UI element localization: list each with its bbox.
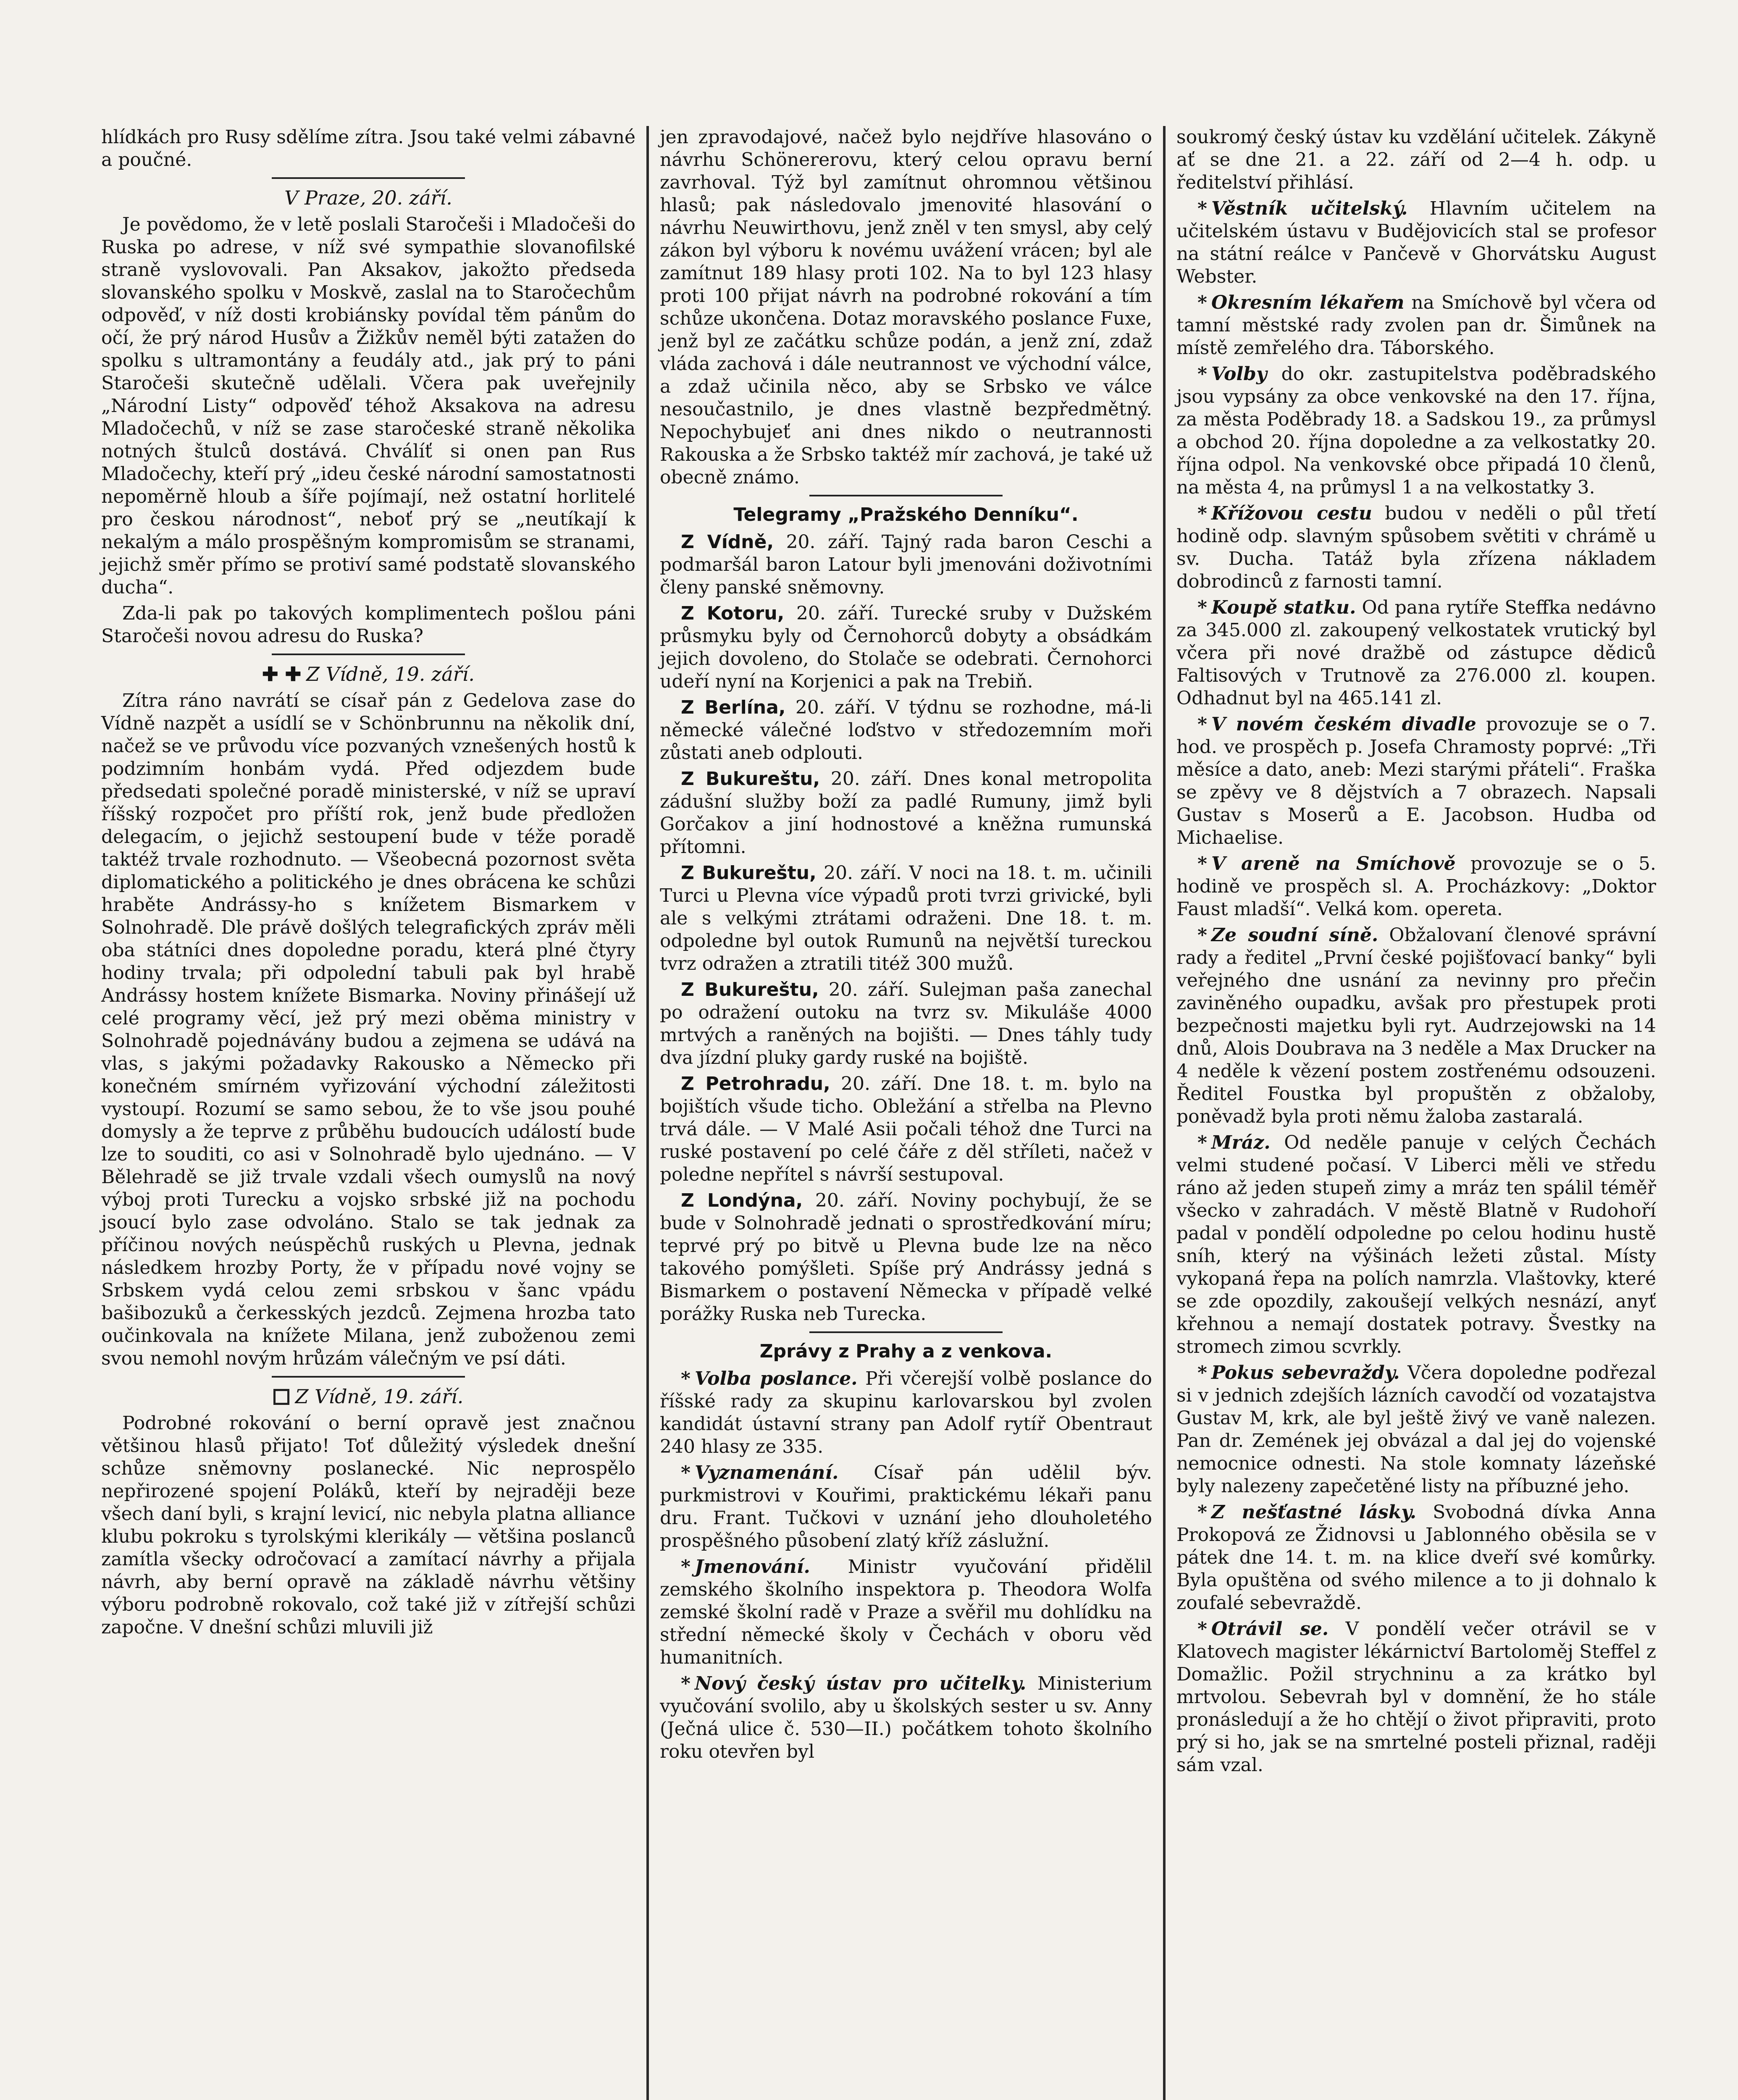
news-text: Včera dopoledne podřezal si v jednich zdejších lázních cavodčí od vozatajstva Gustav M, krk, ale byl ještě živý ve vaně nalezen. Pan dr. Zemének jej obvázal a dal jej do vojenské nemocnice odnesti. Na stole komnaty lázeňské byly nalezeny zapečetěné listy na příbuzné jeho. [1176,1362,1656,1497]
asterisk-icon: * [1197,292,1208,313]
news-item [1176,924,1656,1128]
news-lead: Vyznamenání. [695,1462,839,1483]
telegram-text: 20. září. Sulejman paša zanechal po odražení outoku na tvrz sv. Mikuláše 4000 mrtvých a raněných na bojišti. — Dnes táhly tudy dva jízdní pluky gardy ruské na bojiště. [660,979,1152,1068]
column-3 [1166,126,1667,2100]
news-lead: Z nešťastné lásky. [1211,1502,1417,1523]
news-lead: Pokus sebevraždy. [1211,1362,1400,1383]
news-item [660,1368,1152,1458]
telegram-place: Z Londýna, [681,1190,803,1211]
asterisk-icon: * [1197,1502,1208,1523]
asterisk-icon: * [1197,198,1208,219]
news-item [1176,1501,1656,1614]
telegram-place: Z Kotoru, [681,603,785,624]
asterisk-icon: * [1197,714,1208,735]
news-item [1176,596,1656,710]
article-continuation: jen zpravodajové, načež bylo nejdříve hlasováno o návrhu Schönererovu, který celou opravu berní zavrhoval. Týž byl zamítnut ohromnou většinou hlasů; pak následovalo jmenovité hlasování o návrhu Neuwirthovu, jenž zněl v ten smysl, aby celý zákon byl výboru k novému uvážení vrácen; byl ale zamítnut 189 hlasy proti 102. Na to byl 123 hlasy proti 100 přijat návrh na podrobné rokování a tím schůze ukončena. Dotaz moravského poslance Fuxe, jenž byl ze začátku schůze podán, a jenž zní, zdaž vláda zachová i dále neutrannost ve východní válce, a zdaž učinila něco, aby se Srbsko ve válce nesoučastnilo, je dnes vlastně bezpředmětný. Nepochybujeť ani dnes nikdo o neutrannosti Rakouska a že Srbsko taktéž mír zachová, je také už obecně známo. [660,126,1152,488]
news-lead: Okresním lékařem [1211,292,1405,313]
news-item [1176,291,1656,360]
divider [272,177,465,179]
news-text: Ministerium vyučování svolilo, aby u školských sester u sv. Anny (Ječná ulice č. 530—II.) počátkem tohoto školního roku otevřen byl [660,1673,1152,1762]
news-item [1176,713,1656,849]
news-text: provozuje se o 5. hodině ve prospěch sl. A. Procházkovy: „Doktor Faust mladší“. Velká kom. opereta. [1176,853,1656,920]
telegram-item [660,1189,1152,1326]
news-item [660,1672,1152,1763]
article-paragraph: Zítra ráno navrátí se císař pán z Gedelova zase do Vídně nazpět a usídlí se v Schönbrunnu na několik dní, načež se ve průvodu více pozvaných vznešených hostů k podzimním honbám vydá. Před odjezdem bude předsedati společné poradě ministerské, v níž se upraví říšský rozpočet pro příští rok, jenž bude předložen delegacím, o jejichž sestoupení bude v téže poradě taktéž trvale rozhodnuto. — Všeobecná pozornost světa diplomatického a politického je dnes obrácena ke schůzi hraběte Andrássy-ho s knížetem Bismarkem v Solnohradě. Dle právě došlých telegrafických zpráv měli oba státníci dnes dopoledne poradu, která plné čtyry hodiny trvala; při odpolední tabuli pak byl hrabě Andrássy hostem knížete Bismarka. Noviny přinášejí už celé programy věcí, jež prý mezi oběma ministry v Solnohradě pojednávány budou a zejmena se udává na vlas, s jakými požadavky Rakousko a Německo při konečném smírném vyřizování východní záležitosti vystoupí. Rozumí se samo sebou, že to vše jsou pouhé domysly a že teprve z průběhu budoucích událostí bude lze to souditi, co asi v Solnohradě bylo ujednáno. — V Bělehradě se již trvale vzdali všech oumyslů na nový výboj proti Turecku a vojsko srbské již na pochodu jsoucí bylo zase odvoláno. Stalo se tak jednak za příčinou nových neúspěchů ruských u Plevna, jednak následkem hrozby Porty, že v případu nové vojny se Srbskem vydá celou zemi srbskou v šanc vpádu bašibozuků a čerkesských jezdců. Zejmena hrozba tato oučinkovala na knížete Milana, jenž zuboženou zemi svou nemohl novým hrůzám válečným ve psí dáti. [101,690,635,1369]
news-item [1176,1362,1656,1498]
divider [809,1331,1003,1333]
telegram-item [660,602,1152,693]
news-lead: Otrávil se. [1211,1618,1329,1640]
news-text: Hlavním učitelem na učitelském ústavu v Budějovicích stal se profesor na státní reálce v Pančevě v Ghorvátsku August Webster. [1176,198,1656,287]
divider [272,654,465,655]
dateline-vidne-2 [101,1383,635,1410]
divider [272,1376,465,1378]
news-lead: V areně na Smíchově [1211,853,1456,874]
news-lead: Volby [1211,363,1267,385]
article-paragraph: Zda-li pak po takových komplimentech pošlou páni Staročeši novou adresu do Ruska? [101,603,635,647]
news-lead: Ze soudní síně. [1211,924,1378,946]
asterisk-icon: * [681,1673,691,1694]
telegram-item [660,979,1152,1069]
news-lead: V novém českém divadle [1211,714,1476,735]
dateline-text: Z Vídně, 19. září. [306,663,475,685]
news-text: do okr. zastupitelstva poděbradského jsou vypsány za obce venkovské na den 17. října, za města Poděbrady 18. a Sadskou 19., za průmysl a obchod 20. října dopoledne a za velkostatky 20. října odpol. Na venkovské obce připadá 10 členů, na města 4, na průmysl 1 a na velkostatky 3. [1176,363,1656,498]
news-text: Od neděle panuje v celých Čechách velmi studené počasí. V Liberci měli ve středu ráno až jeden stupeň zimy a mráz ten spálil téměř všecko v zahradách. V městě Blatně v Rudohoří padal v pondělí odpoledne po celou hodinu hustě sníh, který na výšinách ležeti zůstal. Místy vykopaná řepa na polích namrzla. Vlaštovky, které se zde opozdily, zakoušejí velkých nesnází, anyť křehnou a nemají dostatek potravy. Švestky na stromech zimou scvrkly. [1176,1132,1656,1357]
telegram-item [660,696,1152,764]
news-lead: Jmenování. [695,1556,810,1578]
article-paragraph: Je povědomo, že v letě poslali Staročeši i Mladočeši do Ruska po adrese, v níž své sympathie slovanofilské straně vyslovovali. Pan Aksakov, jakožto předseda slovanského spolku v Moskvě, zaslal na to Staročechům odpověď, v níž dosti krobiánsky povídal těm pánům do očí, že prý národ Husův a Žižkův neměl býti zatažen do spolku s ultramontány a feudály atd., jak prý to páni Staročeši skutečně udělali. Včera pak uveřejnily „Národní Listy“ odpověď téhož Aksakova na adresu Mladočechů, v níž se zase staročeské straně několika notných štulců dostává. Chválíť si onen pan Rus Mladočechy, kteří prý „ideu české národní samostatnosti nepoměrně hloub a šíře pojímají, než ostatní horlitelé pro českou národnost“, neboť prý se „neutíkají k nekalým a málo prospěšným kompromisům se stranami, jejichž směr přímo se protiví samé podstatě slovanského ducha“. [101,214,635,598]
dateline-text: Z Vídně, 19. září. [295,1385,464,1408]
telegram-text: 20. září. V týdnu se rozhodne, má-li německé válečné loďstvo v středozemním moři zůstati aneb odplouti. [660,697,1152,764]
news-lead: Nový český ústav pro učitelky. [695,1673,1027,1694]
news-text: Obžalovaní členové správní rady a ředitel „První české pojišťovací banky“ byli veřejného dne usnání za nevinny pro přečin zaviněného oupadku, avšak pro přestupek proti bezpečnosti majetku byli ryt. Audrzejowski na 14 dnů, Alois Doubrava na 3 neděle a Max Drucker na 4 neděle k vězení postem zostřenému odsouzeni. Ředitel Foustka byl propuštěn z obžaloby, poněvadž byla proti němu žaloba zastaralá. [1176,924,1656,1127]
news-item [660,1462,1152,1552]
telegram-place: Z Petrohradu, [681,1073,830,1095]
asterisk-icon: * [1197,924,1208,946]
news-lead: Mráz. [1211,1132,1271,1153]
news-item [1176,1131,1656,1358]
asterisk-icon: * [681,1556,691,1578]
news-text: Císař pán udělil býv. purkmistrovi v Kouřimi, praktickému lékaři panu dru. Frant. Tučkovi v uznání jeho dlouholetého prospěšného působení zlatý kříž záslužní. [660,1462,1152,1551]
dateline-praha: V Praze, 20. září. [284,186,452,209]
section-heading-local-news: Zprávy z Prahy a z venkova. [759,1341,1053,1362]
asterisk-icon: * [1197,853,1208,874]
newspaper-page [90,126,1670,2100]
column-1 [90,126,649,2100]
news-text: Ministr vyučování přidělil zemského školního inspektora p. Theodora Wolfa zemské školní radě v Praze a svěřil mu dohlídku na střední německé školy v Čechách v oboru věd humanitních. [660,1556,1152,1668]
telegram-place: Z Bukureštu, [681,768,820,790]
asterisk-icon: * [1197,503,1208,524]
telegram-text: 20. září. Turecké sruby v Dužském průsmyku byly od Černohorců dobyty a obsádkám jejich dovoleno, do Stolače se odebrati. Černohorci udeří nyní na Korjenici a pak na Trebiň. [660,603,1152,692]
news-lead: Volba poslance. [695,1368,858,1389]
news-text: na Smíchově byl včera od tamní městské rady zvolen pan dr. Šimůnek na místě zemřelého dra. Táborského. [1176,292,1656,359]
article-continuation: hlídkách pro Rusy sdělíme zítra. Jsou také velmi zábavné a poučné. [101,126,635,171]
telegram-item [660,768,1152,858]
news-lead: Věstník učitelský. [1211,198,1408,219]
asterisk-icon: * [681,1368,691,1389]
square-icon [273,1389,289,1405]
telegram-text: 20. září. Tajný rada baron Ceschi a podmaršál baron Latour byli jmenováni doživotními členy panské sněmovny. [660,531,1152,598]
news-text: Svobodná dívka Anna Prokopová ze Židnovsi u Jablonného oběsila se v pátek dne 14. t. m. na klice dveří své komůrky. Byla opuštěna od svého milence a to ji dohnalo k zoufalé sebevraždě. [1176,1502,1656,1614]
telegram-item [660,1073,1152,1186]
news-text: Od pana rytíře Steffka nedávno za 345.000 zl. zakoupený velkostatek vrutický byl včera při nové dražbě od zástupce dědiců Faltisových v Trutnově za 276.000 zl. koupen. Odhadnut byl na 465.141 zl. [1176,597,1656,709]
telegram-text: 20. září. Dne 18. t. m. bylo na bojištích všude ticho. Obležání a střelba na Plevno trvá dále. — V Malé Asii počali téhož dne Turci na ruské postavení po celé čáře z děl stříleti, načež v poledne nepřítel s návrší sestupoval. [660,1073,1152,1185]
news-item [1176,1618,1656,1777]
asterisk-icon: * [1197,363,1208,385]
telegram-place: Z Bukureštu, [681,862,816,884]
asterisk-icon: * [1197,1618,1208,1640]
section-heading-telegrams: Telegramy „Pražského Denníku“. [733,504,1079,525]
news-lead: Křížovou cestu [1211,503,1372,524]
telegram-item [660,862,1152,975]
telegram-text: 20. září. Dnes konal metropolita zádušní služby boží za padlé Rumuny, jimž byli Gorčakov a jiní hodnostové a kněžna rumunská přítomni. [660,768,1152,858]
asterisk-icon: * [1197,1132,1208,1153]
asterisk-icon: * [681,1462,691,1483]
news-item [1176,197,1656,288]
news-item [1176,363,1656,499]
news-text: provozuje se o 7. hod. ve prospěch p. Josefa Chramosty poprvé: „Tři měsíce a dato, aneb: Mezi starými přáteli“. Fraška se zpěvy ve 8 dějstvích a 7 obrazech. Napsali Gustav s Moserů a E. Jacobson. Hudba od Michaelise. [1176,714,1656,848]
news-item [1176,853,1656,921]
dateline-vidne [101,661,635,687]
news-text: Při včerejší volbě poslance do říšské rady za skupinu karlovarskou byl zvolen kandidát ústavní strany pan Adolf rytíř Obentraut 240 hlasy ze 335. [660,1368,1152,1457]
article-paragraph: Podrobné rokování o berní opravě jest značnou většinou hlasů přijato! Toť důležitý výsledek dnešní schůze sněmovny poslanecké. Nic neprospělo nepřirozené spojení Poláků, kteří by nejraději beze všech daní byli, s krajní levicí, nic nebyla platna alliance klubu pokroku s tyrolskými klerikály — většina poslanců zamítla všecky odročovací a zamítací návrhy a přijala návrh, aby berní opravě na základě návrhu většiny výboru podrobně rokovalo, což také již v zítřejší schůzi započne. V dnešní schůzi mluvili již [101,1412,635,1638]
double-cross-icon: ✚ ✚ [262,663,302,685]
asterisk-icon: * [1197,597,1208,618]
telegram-place: Z Bukureštu, [681,979,819,1000]
telegram-item [660,531,1152,599]
news-text: budou v neděli o půl třetí hodině odp. slavným spůsobem světiti v chrámě u sv. Ducha. Tatáž byla zřízena nákladem dobrodinců z farnosti tamní. [1176,503,1656,592]
news-item [660,1556,1152,1669]
divider [809,495,1003,496]
news-text: V pondělí večer otrávil se v Klatovech magister lékárnictví Bartoloměj Steffel z Domažlic. Požil strychninu a za krátko byl mrtvolou. Sebevrah byl v domnění, že ho stále pronásledují a že ho chtějí o život připraviti, proto prý si ho, jak se na smrtelné posteli přiznal, raději sám vzal. [1176,1618,1656,1776]
article-continuation: soukromý český ústav ku vzdělání učitelek. Zákyně ať se dne 21. a 22. září od 2—4 h. odp. u ředitelství přihlásí. [1176,126,1656,193]
telegram-place: Z Vídně, [681,531,774,553]
news-item [1176,502,1656,593]
telegram-text: 20. září. V noci na 18. t. m. učinili Turci u Plevna více výpadů proti tvrzi grivické, byli ale s velkými ztrátami odraženi. Dne 18. t. m. odpoledne byl outok Rumunů na největší tureckou tvrz odražen a ztratili titéž 300 mužů. [660,862,1152,974]
news-lead: Koupě statku. [1211,597,1356,618]
telegram-place: Z Berlína, [681,697,786,718]
column-2 [649,126,1166,2100]
telegram-text: 20. září. Noviny pochybují, že se bude v Solnohradě jednati o sprostředkování míru; teprvé prý po bitvě u Plevna bude lze na něco takového pomýšleti. Spíše prý Andrássy jedná s Bismarkem o postavení Německa v případě velké porážky Ruska neb Turecka. [660,1190,1152,1325]
asterisk-icon: * [1197,1362,1208,1383]
